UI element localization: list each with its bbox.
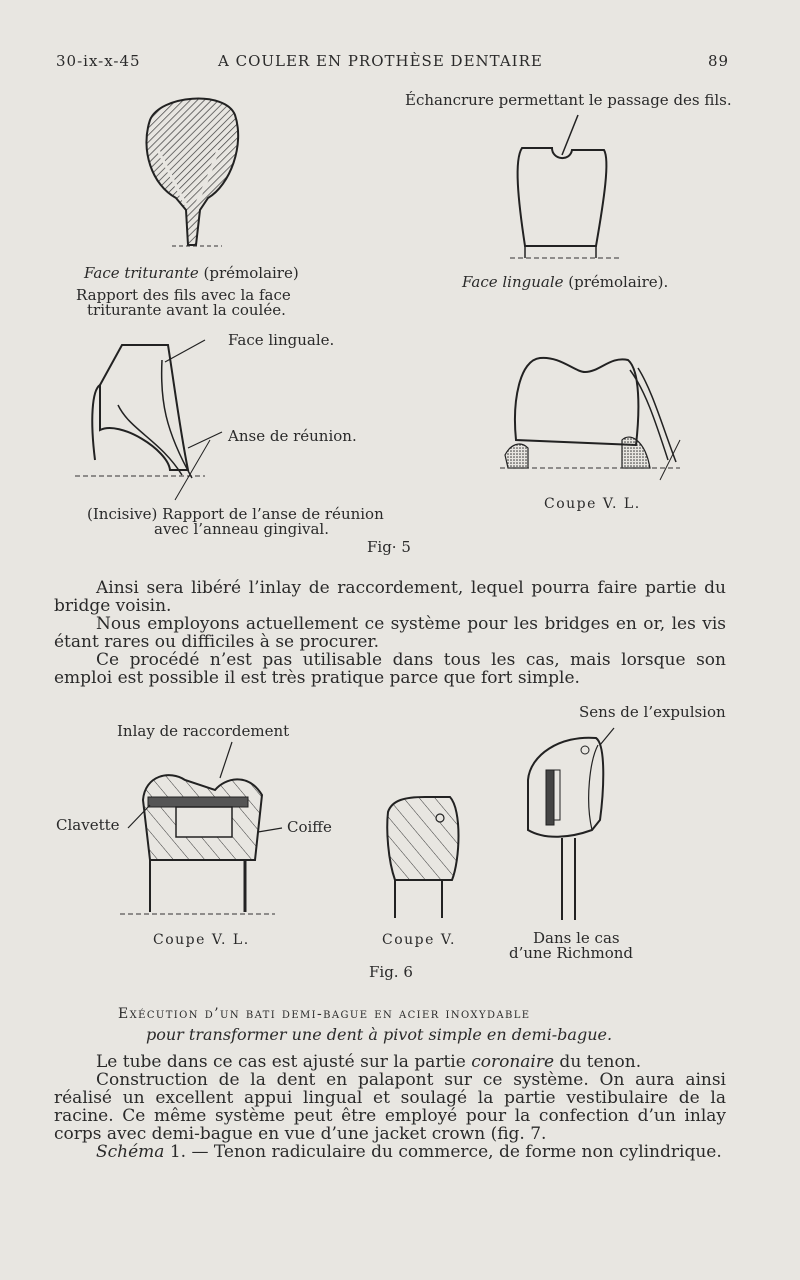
paragraph-4: [54, 1053, 726, 1071]
header-title: A COULER EN PROTHÈSE DENTAIRE: [218, 52, 543, 70]
fig6-caption-left: Coupe V. L.: [153, 932, 250, 948]
fig5-label: Fig· 5: [367, 538, 411, 556]
paragraph-5: Construction de la dent en palapont sur ce système. On aura ainsi réalisé un excellent appui lingual et soulagé la partie vestibulaire de la racine. Ce même système peut être employé pour la confection d’un inlay corps avec demi-bague en vue d’une jacket crown (fig. 7.: [54, 1070, 726, 1144]
paragraph-3: Ce procédé n’est pas utilisable dans tous les cas, mais lorsque son emploi est possible il est très pratique parce que fort simple.: [54, 650, 726, 688]
header-date: 30-ix-x-45: [56, 52, 141, 70]
fig6-clavette-label: Clavette: [56, 816, 120, 834]
fig5-notch-label: Échancrure permettant le passage des fils.: [405, 91, 732, 109]
fig5-caption-tl-line2: Rapport des fils avec la face: [76, 286, 291, 304]
p6-rest: 1. — Tenon radiculaire du commerce, de forme non cylindrique.: [164, 1142, 722, 1162]
fig6-inlay-label: Inlay de raccordement: [117, 722, 290, 740]
fig5-face-linguale-label: Face linguale.: [228, 331, 335, 349]
fig5-cap-tr-italic: Face linguale: [462, 273, 564, 291]
fig6-caption-right-1: Dans le cas: [533, 929, 620, 947]
fig5-caption-bottom-right: Coupe V. L.: [544, 496, 641, 512]
p4-before: Le tube dans ce cas est ajusté sur la partie: [96, 1052, 472, 1072]
body-paragraphs-2: [54, 1053, 726, 1161]
fig5-anse-label: Anse de réunion.: [228, 427, 357, 445]
fig6-coiffe-label: Coiffe: [287, 818, 332, 836]
fig6-caption-mid: Coupe V.: [382, 932, 456, 948]
fig5-cap-tl-rest: (prémolaire): [198, 264, 299, 282]
section-subheading: pour transformer une dent à pivot simple en demi-bague.: [146, 1025, 613, 1044]
fig5-caption-bottom-left-2: avec l’anneau gingival.: [154, 520, 329, 538]
page-number: 89: [708, 52, 730, 70]
fig5-cap-tl-italic: Face triturante: [84, 264, 199, 282]
paragraph-2: Nous employons actuellement ce système pour les bridges en or, les vis étant rares ou difficiles à se procurer.: [54, 614, 726, 652]
fig6-caption-right-2: d’une Richmond: [509, 944, 634, 962]
fig5-caption-tl-line3: triturante avant la coulée.: [87, 301, 286, 319]
paragraph-1: Ainsi sera libéré l’inlay de raccordement, lequel pourra faire partie du bridge voisin.: [54, 578, 726, 616]
p6-italic: Schéma: [96, 1142, 165, 1162]
section-heading: Exécution d’un bati demi-bague en acier inoxydable: [118, 1006, 531, 1022]
fig5-cap-tr-rest: (prémolaire).: [563, 273, 669, 291]
p4-after: du tenon.: [554, 1052, 642, 1072]
fig6-label: Fig. 6: [369, 963, 413, 981]
fig6-expulsion-label: Sens de l’expulsion: [579, 703, 726, 721]
fig5-caption-bottom-left-1: (Incisive) Rapport de l’anse de réunion: [87, 505, 384, 523]
p4-italic: coronaire: [471, 1052, 555, 1072]
paragraph-6: [54, 1143, 726, 1161]
